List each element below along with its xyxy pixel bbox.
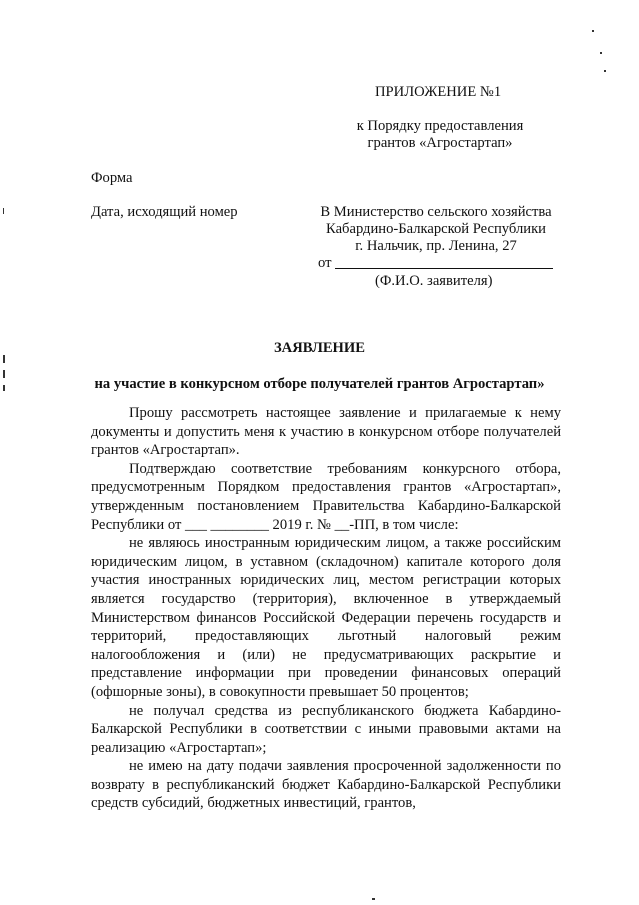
scan-artifact (372, 898, 375, 900)
addressee-block (313, 204, 559, 255)
addressee-line-1: В Министерство сельского хозяйства (320, 204, 552, 220)
appendix-title: ПРИЛОЖЕНИЕ №1 (375, 84, 502, 100)
form-label: Форма (91, 170, 133, 186)
addressee-line-3: г. Нальчик, пр. Ленина, 27 (355, 238, 517, 254)
document-body (91, 404, 561, 813)
body-paragraph: не получал средства из республиканского бюджета Кабардино-Балкарской Республики в соответствии с иными правовыми актами на реализацию «Агростартап»; (91, 702, 561, 756)
scan-artifact (3, 208, 4, 214)
appendix-ref-line-1: к Порядку предоставления (356, 118, 524, 134)
scan-artifact (592, 30, 594, 32)
applicant-name-line (335, 268, 553, 269)
body-paragraph: Прошу рассмотреть настоящее заявление и прилагаемые к нему документы и допустить меня к участию в конкурсном отборе получателей грантов «Агростартап». (91, 405, 561, 459)
scan-artifact (600, 52, 602, 54)
appendix-reference (340, 118, 540, 152)
document-subtitle: на участие в конкурсном отборе получателей грантов Агростартап» (94, 376, 545, 392)
addressee-line-2: Кабардино-Балкарской Республики (326, 221, 546, 237)
body-paragraph: не имею на дату подачи заявления просроченной задолженности по возврату в республиканский бюджет Кабардино-Балкарской Республики средств субсидий, бюджетных инвестиций, грантов, (91, 758, 561, 812)
body-paragraph: Подтверждаю соответствие требованиям конкурсного отбора, предусмотренным Порядком предоставления грантов «Агростартап», утвержденным постановлением Правительства Кабардино-Балкарской Республики от ___ ________ 2019 г. № __-ПП, в том числе: (91, 460, 561, 533)
appendix-ref-line-2: грантов «Агростартап» (367, 135, 513, 151)
document-title: ЗАЯВЛЕНИЕ (273, 340, 365, 356)
from-label: от (318, 255, 332, 271)
body-paragraph: не являюсь иностранным юридическим лицом, а также российским юридическим лицом, в уставном (складочном) капитале которого доля участия иностранных юридических лиц, местом регистрации которых является государство (территория), включенное в утверждаемый Министерством финансов Российской Федерации перечень государств и территорий, предоставляющих льготный налоговый режим налогообложения и (или) не предусматривающих раскрытие и представление информации при проведении финансовых операций (офшорные зоны), в совокупности превышает 50 процентов; (91, 535, 561, 700)
date-label: Дата, исходящий номер (91, 204, 238, 220)
applicant-caption: (Ф.И.О. заявителя) (375, 273, 493, 289)
scan-artifact (604, 70, 606, 72)
